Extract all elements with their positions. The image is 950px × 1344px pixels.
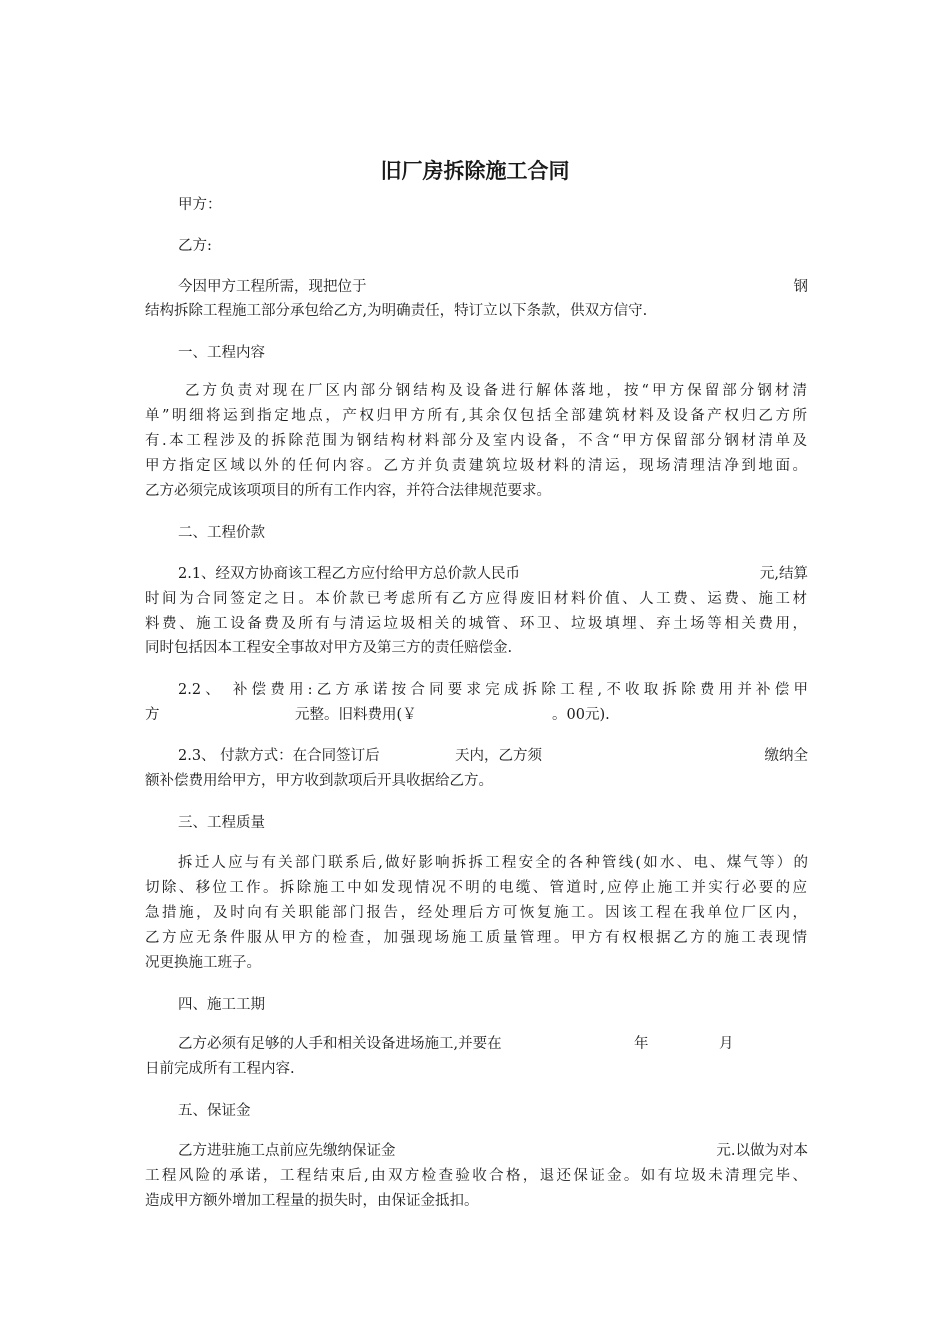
intro-text: 今因甲方工程所需，现把位于: [178, 279, 367, 295]
clause-2-2-text-c: 。00元).: [552, 707, 610, 723]
intro-text-end: 钢: [793, 279, 808, 295]
section-4-text: 乙方必须有足够的人手和相关设备进场施工,并要在: [178, 1036, 502, 1052]
clause-2-3-line-1: [178, 746, 808, 766]
intro-line-1: [178, 277, 808, 297]
section-1-line: 甲方指定区域以外的任何内容。乙方并负责建筑垃圾材料的清运，现场清理洁净到地面。: [145, 458, 807, 474]
section-5-text-end: 元.以做为对本: [716, 1143, 808, 1159]
clause-2-3-text-c: 缴纳全: [764, 748, 808, 764]
clause-2-2-text-b: 元整。旧料费用(￥: [295, 707, 417, 723]
clause-2-1-line-1: [178, 564, 808, 584]
section-1-line: 乙方负责对现在厂区内部分钢结构及设备进行解体落地，按“甲方保留部分钢材清: [185, 383, 807, 399]
section-3-line: 拆迁人应与有关部门联系后,做好影响拆拆工程安全的各种管线(如水、电、煤气等）的: [178, 855, 808, 871]
document-title: 旧厂房拆除施工合同: [380, 159, 570, 183]
section-3-heading: 三、工程质量: [178, 815, 265, 831]
section-3-line: 况更换施工班子。: [145, 955, 261, 971]
clause-2-1-line: 时间为合同签定之日。本价款已考虑所有乙方应得废旧材料价值、人工费、运费、施工材: [145, 591, 807, 607]
clause-2-3-text-b: 天内，乙方须: [455, 748, 542, 764]
section-1-line: 有.本工程涉及的拆除范围为钢结构材料部分及室内设备，不含“甲方保留部分钢材清单及: [145, 433, 807, 449]
section-4-heading: 四、施工工期: [178, 997, 265, 1013]
section-4-line-2: 日前完成所有工程内容.: [145, 1061, 295, 1077]
section-5-heading: 五、保证金: [178, 1103, 251, 1119]
clause-2-3-line-2: 额补偿费用给甲方，甲方收到款项后开具收据给乙方。: [145, 773, 493, 789]
clause-2-2-line-2: [145, 705, 807, 725]
section-1-heading: 一、工程内容: [178, 345, 265, 361]
party-a-label: 甲方：: [178, 197, 222, 213]
clause-2-1-text: 2.1、经双方协商该工程乙方应付给甲方总价款人民币: [178, 566, 521, 582]
section-3-line: 切除、移位工作。拆除施工中如发现情况不明的电缆、管道时,应停止施工并实行必要的应: [145, 880, 807, 896]
section-5-line: 造成甲方额外增加工程量的损失时，由保证金抵扣。: [145, 1193, 479, 1209]
clause-2-2-line-1: 2.2、 补偿费用:乙方承诺按合同要求完成拆除工程,不收取拆除费用并补偿甲: [178, 682, 808, 698]
intro-line-2: 结构拆除工程施工部分承包给乙方,为明确责任，特订立以下条款，供双方信守.: [145, 303, 648, 319]
clause-2-2-text-a: 方: [145, 707, 160, 723]
section-5-text: 乙方进驻施工点前应先缴纳保证金: [178, 1143, 396, 1159]
section-2-heading: 二、工程价款: [178, 525, 265, 541]
clause-2-3-text-a: 2.3、 付款方式：在合同签订后: [178, 748, 380, 764]
clause-2-1-text-end: 元,结算: [759, 566, 808, 582]
party-b-label: 乙方:: [178, 238, 212, 254]
section-4-month: 月: [719, 1036, 734, 1052]
section-3-line: 乙方应无条件服从甲方的检查，加强现场施工质量管理。甲方有权根据乙方的施工表现情: [145, 930, 807, 946]
section-4-line-1: [178, 1034, 808, 1054]
section-5-line-1: [178, 1141, 808, 1161]
section-3-line: 急措施，及时向有关职能部门报告，经处理后方可恢复施工。因该工程在我单位厂区内，: [145, 905, 807, 921]
clause-2-1-line: 同时包括因本工程安全事故对甲方及第三方的责任赔偿金.: [145, 640, 513, 656]
clause-2-1-line: 料费、施工设备费及所有与清运垃圾相关的城管、环卫、垃圾填埋、弃土场等相关费用，: [145, 616, 807, 632]
section-1-line: 单”明细将运到指定地点，产权归甲方所有,其余仅包括全部建筑材料及设备产权归乙方所: [145, 408, 807, 424]
section-1-line: 乙方必须完成该项项目的所有工作内容，并符合法律规范要求。: [145, 483, 551, 499]
section-5-line: 工程风险的承诺，工程结束后,由双方检查验收合格，退还保证金。如有垃圾未清理完毕、: [145, 1168, 807, 1184]
section-4-year: 年: [634, 1036, 649, 1052]
